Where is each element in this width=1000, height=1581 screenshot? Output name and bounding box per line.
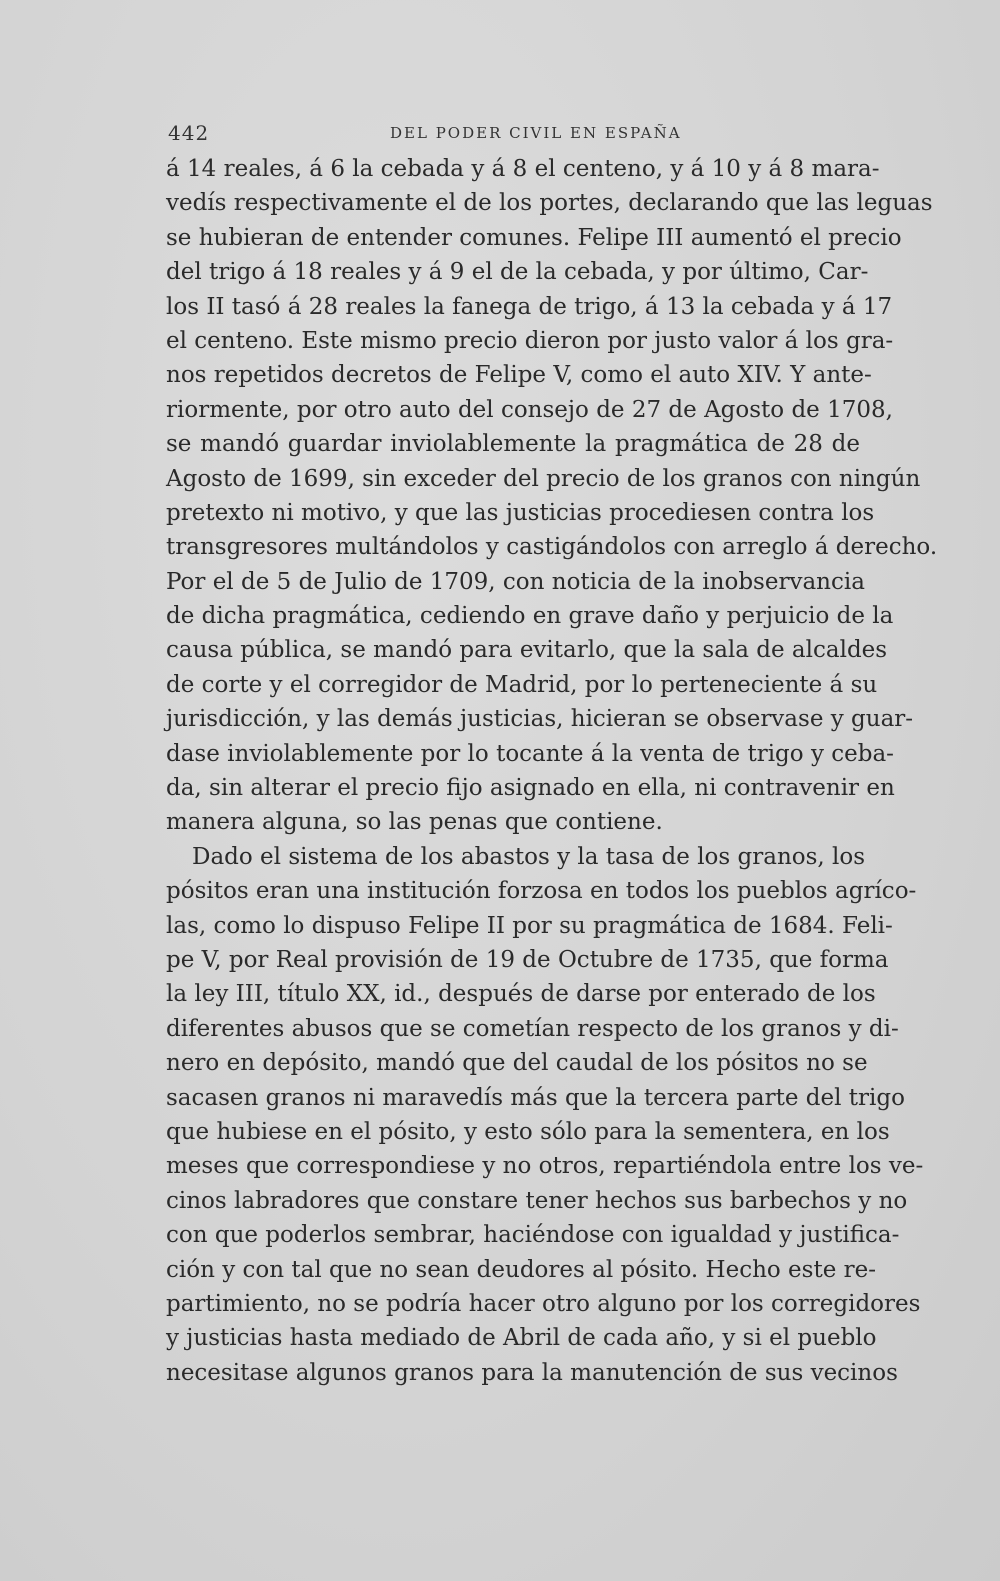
text-line: Agosto de 1699, sin exceder del precio de los granos con ningún xyxy=(166,465,921,492)
text-line: necesitase algunos granos para la manutención de sus vecinos xyxy=(166,1359,898,1386)
text-line: que hubiese en el pósito, y esto sólo para la sementera, en los xyxy=(166,1118,890,1145)
text-line: con que poderlos sembrar, haciéndose con igualdad y justifica- xyxy=(166,1222,900,1249)
text-line: sacasen granos ni maravedís más que la tercera parte del trigo xyxy=(166,1084,905,1111)
text-line: cinos labradores que constare tener hechos sus barbechos y no xyxy=(166,1187,908,1214)
text-line: transgresores multándolos y castigándolos con arreglo á derecho. xyxy=(166,534,938,561)
text-line: de corte y el corregidor de Madrid, por lo perteneciente á su xyxy=(166,671,878,698)
running-head-title: DEL PODER CIVIL EN ESPAÑA xyxy=(390,124,682,142)
text-line: se hubieran de entender comunes. Felipe III aumentó el precio xyxy=(166,224,902,251)
text-line: las, como lo dispuso Felipe II por su pragmática de 1684. Feli- xyxy=(166,912,893,939)
text-line: pretexto ni motivo, y que las justicias procediesen contra los xyxy=(166,499,875,526)
text-line: partimiento, no se podría hacer otro alguno por los corregidores xyxy=(166,1290,921,1317)
running-head xyxy=(168,121,858,145)
page-number: 442 xyxy=(168,121,210,145)
text-line: del trigo á 18 reales y á 9 el de la cebada, y por último, Car- xyxy=(166,259,869,286)
text-line: dase inviolablemente por lo tocante á la venta de trigo y ceba- xyxy=(166,740,894,767)
text-line: pe V, por Real provisión de 19 de Octubre de 1735, que forma xyxy=(166,946,889,973)
text-line: á 14 reales, á 6 la cebada y á 8 el centeno, y á 10 y á 8 mara- xyxy=(166,156,880,182)
text-line: se mandó guardar inviolablemente la pragmática de 28 de xyxy=(166,431,860,458)
text-line: da, sin alterar el precio fijo asignado en ella, ni contravenir en xyxy=(166,775,895,802)
text-line: meses que correspondiese y no otros, repartiéndola entre los ve- xyxy=(166,1153,924,1180)
text-line: la ley III, título XX, id., después de darse por enterado de los xyxy=(166,981,876,1008)
body-text xyxy=(166,152,938,1392)
text-line: riormente, por otro auto del consejo de 27 de Agosto de 1708, xyxy=(166,396,893,423)
text-line: Dado el sistema de los abastos y la tasa de los granos, los xyxy=(192,843,866,870)
text-line: diferentes abusos que se cometían respecto de los granos y di- xyxy=(166,1015,899,1042)
text-line: vedís respectivamente el de los portes, declarando que las leguas xyxy=(166,190,933,217)
text-line: causa pública, se mandó para evitarlo, que la sala de alcaldes xyxy=(166,637,888,664)
text-line: el centeno. Este mismo precio dieron por justo valor á los gra- xyxy=(166,327,894,354)
text-line: nos repetidos decretos de Felipe V, como el auto XIV. Y ante- xyxy=(166,362,872,389)
text-line: jurisdicción, y las demás justicias, hicieran se observase y guar- xyxy=(166,706,914,733)
text-line: los II tasó á 28 reales la fanega de trigo, á 13 la cebada y á 17 xyxy=(166,293,893,320)
text-line: manera alguna, so las penas que contiene. xyxy=(166,809,663,836)
text-line: nero en depósito, mandó que del caudal de los pósitos no se xyxy=(166,1050,868,1077)
text-line: pósitos eran una institución forzosa en todos los pueblos agríco- xyxy=(166,878,917,905)
text-line: ción y con tal que no sean deudores al pósito. Hecho este re- xyxy=(166,1256,877,1283)
text-line: de dicha pragmática, cediendo en grave daño y perjuicio de la xyxy=(166,603,894,630)
text-line: Por el de 5 de Julio de 1709, con noticia de la inobservancia xyxy=(166,568,865,595)
text-line: y justicias hasta mediado de Abril de cada año, y si el pueblo xyxy=(166,1325,877,1352)
